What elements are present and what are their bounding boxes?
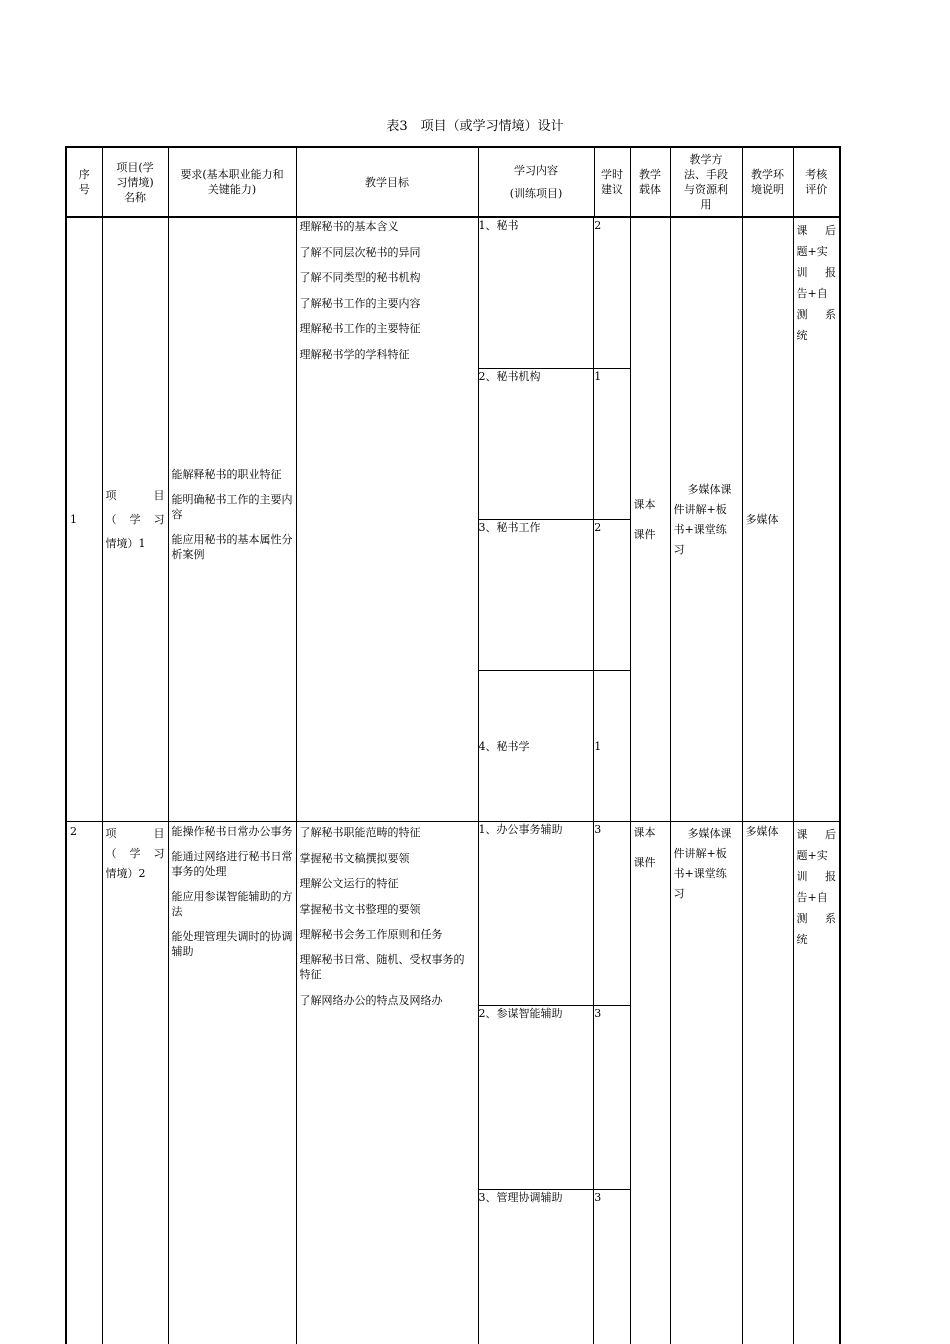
list-item: 2、参谋智能辅助 3 [479, 1006, 630, 1190]
content-list [479, 218, 630, 821]
header-hours: 学时 建议 [594, 147, 630, 217]
row-content [478, 822, 630, 1344]
row-carrier: 课本 课件 [630, 822, 670, 1344]
row-name: 项 目 （学习 情境）2 [102, 822, 168, 1344]
row-seq: 2 [66, 822, 102, 1344]
table-row [66, 822, 840, 1344]
project-design-table [65, 146, 841, 1344]
row-goals: 了解秘书职能范畴的特征 掌握秘书文稿撰拟要领 理解公文运行的特征 掌握秘书文书整理的要领 理解秘书会务工作原则和任务 理解秘书日常、随机、受权事务的特征 了解网络办公的特点及网络办 [296, 822, 478, 1344]
row-environment: 多媒体 [742, 217, 793, 822]
row-method: 多媒体课 件讲解+板 书+课堂练 习 [670, 217, 742, 822]
table-title: 表3 项目（或学习情境）设计 [0, 115, 950, 134]
list-item: 2、秘书机构 1 [479, 369, 630, 520]
content-list [479, 822, 630, 1344]
header-name: 项目(学 习情境) 名称 [102, 147, 168, 217]
header-requirements: 要求(基本职业能力和 关键能力) [168, 147, 296, 217]
row-seq: 1 [66, 217, 102, 822]
header-carrier: 教学 载体 [630, 147, 670, 217]
header-environment: 教学环 境说明 [742, 147, 793, 217]
list-item: 4、秘书学 1 [479, 671, 630, 822]
row-environment: 多媒体 [742, 822, 793, 1344]
header-method: 教学方 法、手段 与资源利 用 [670, 147, 742, 217]
row-goals: 理解秘书的基本含义 了解不同层次秘书的异同 了解不同类型的秘书机构 了解秘书工作的主要内容 理解秘书工作的主要特征 理解秘书学的学科特征 [296, 217, 478, 822]
row-name: 项 目 （学习 情境）1 [102, 217, 168, 822]
row-requirements: 能操作秘书日常办公事务 能通过网络进行秘书日常事务的处理 能应用参谋智能辅助的方法 能处理管理失调时的协调辅助 [168, 822, 296, 1344]
row-assessment: 课 后 题+实 训 报 告+自 测 系 统 [793, 822, 840, 1344]
list-item: 3、秘书工作 2 [479, 520, 630, 671]
header-goals: 教学目标 [296, 147, 478, 217]
row-content [478, 217, 630, 822]
header-content: 学习内容 (训练项目) [478, 147, 594, 217]
row-requirements: 能解释秘书的职业特征 能明确秘书工作的主要内容 能应用秘书的基本属性分析案例 [168, 217, 296, 822]
header-row [66, 147, 840, 217]
row-assessment: 课 后 题+实 训 报 告+自 测 系 统 [793, 217, 840, 822]
row-carrier: 课本 课件 [630, 217, 670, 822]
row-method: 多媒体课 件讲解+板 书+课堂练 习 [670, 822, 742, 1344]
list-item: 3、管理协调辅助 3 [479, 1190, 630, 1344]
header-seq: 序号 [66, 147, 102, 217]
list-item: 1、秘书 2 [479, 218, 630, 369]
table-row [66, 217, 840, 822]
header-assessment: 考核 评价 [793, 147, 840, 217]
list-item: 1、办公事务辅助 3 [479, 822, 630, 1006]
